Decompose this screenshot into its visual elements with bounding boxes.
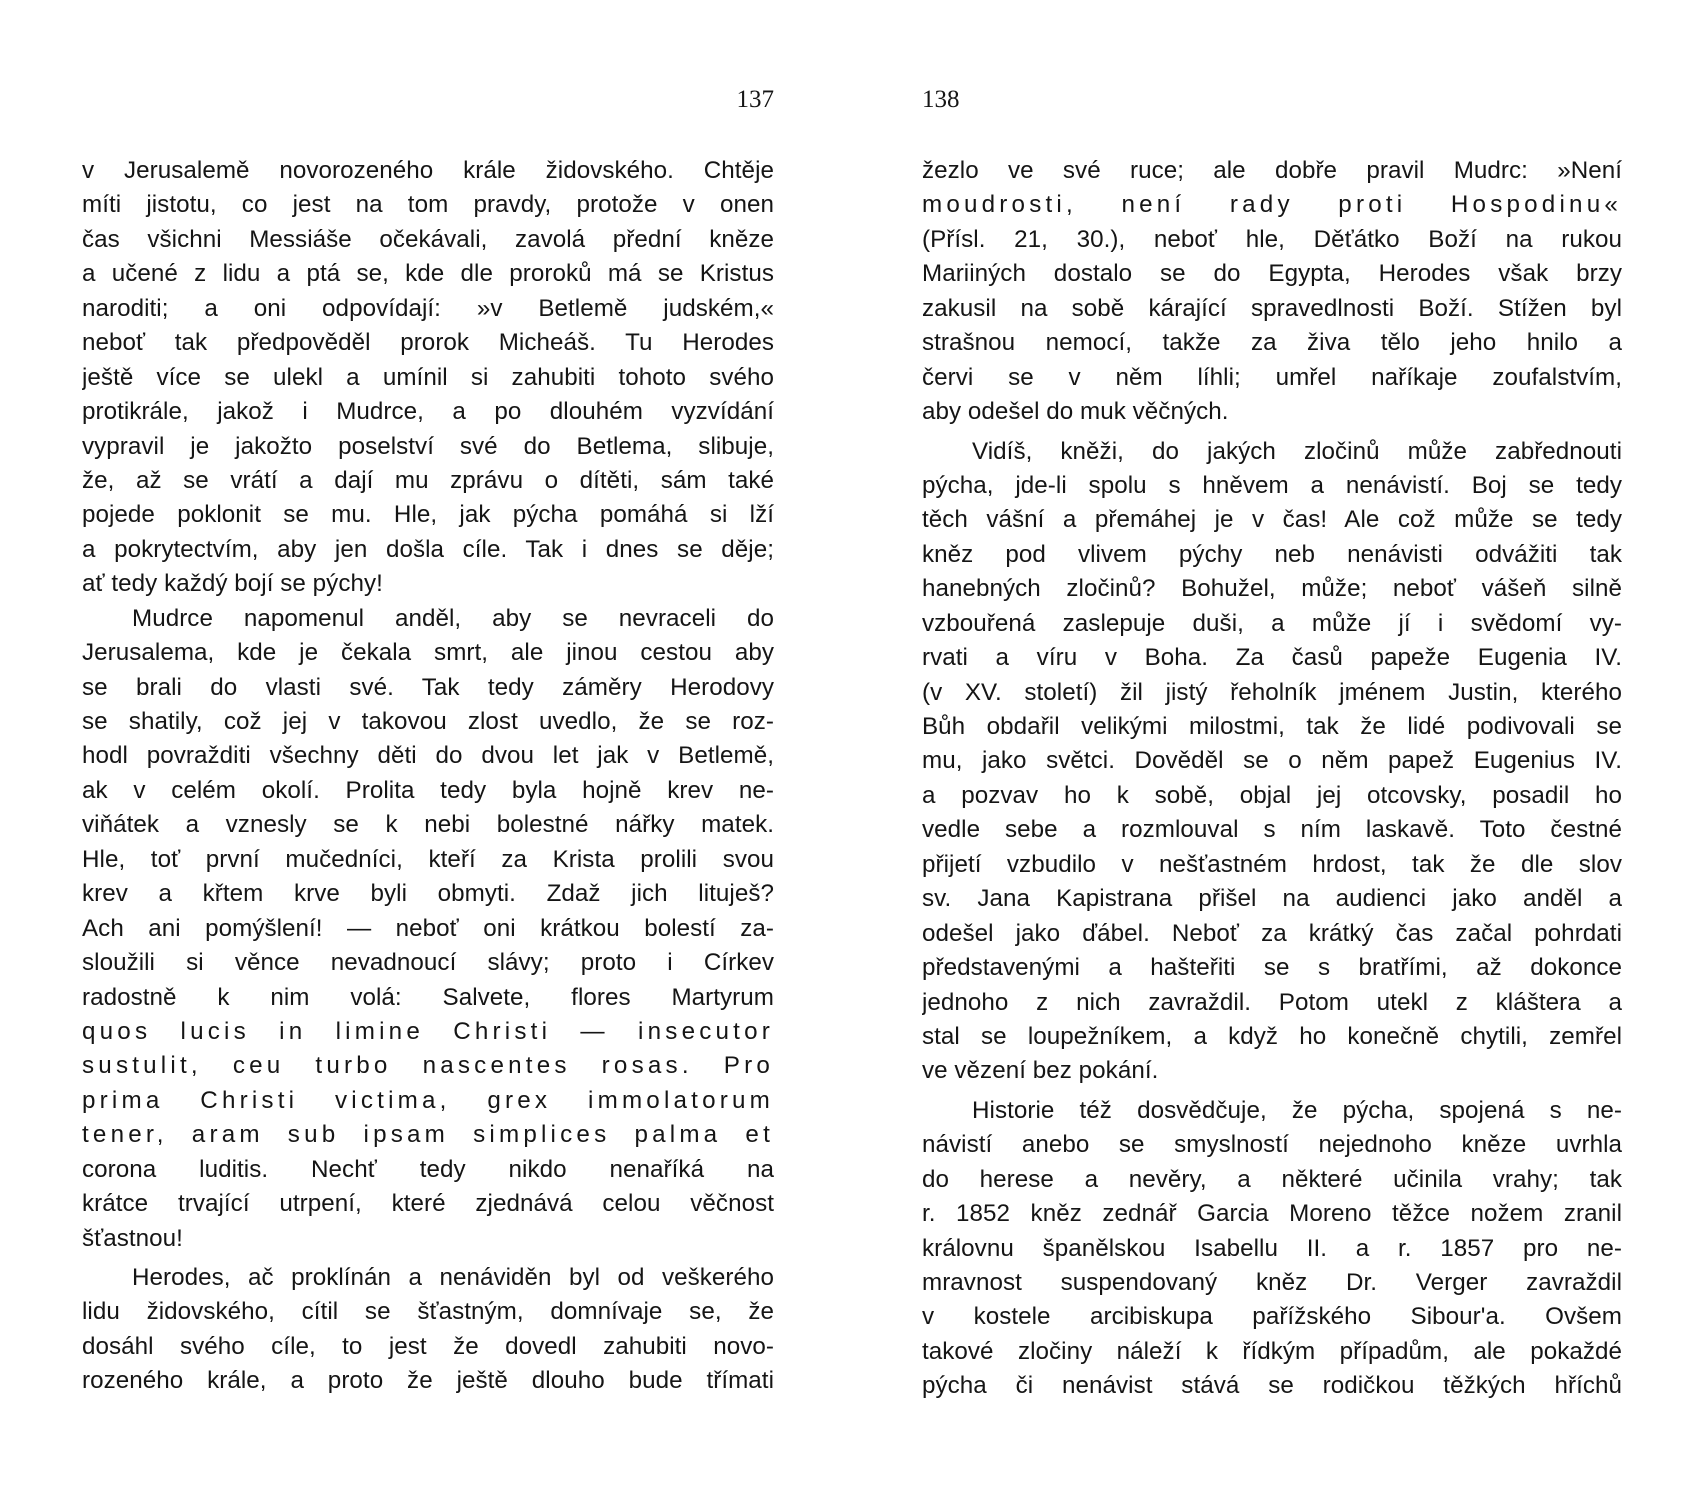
text-line: corona luditis. Nechť tedy nikdo nenaříká na [82,1155,774,1183]
text-line: Historie též dosvědčuje, že pýcha, spojená s ne- [972,1096,1622,1124]
text-line: stal se loupežníkem, a když ho konečně chytili, zemřel [922,1022,1622,1050]
text-line: pýcha či nenávist stává se rodičkou těžkých hříchů [922,1372,1622,1400]
page-138 [922,0,1622,1501]
text-line: v kostele arcibiskupa pařížského Sibour'a. Ovšem [922,1303,1622,1331]
text-line: Herodes, ač proklínán a nenáviděn byl od veškerého [132,1264,774,1291]
page-number: 138 [922,86,960,113]
text-line: Mudrce napomenul anděl, aby se nevraceli do [132,604,774,632]
page-number: 137 [736,86,774,113]
text-line: krátce trvající utrpení, které zjednává celou věčnost [82,1190,774,1218]
text-line: naroditi; a oni odpovídají: »v Betlemě judském,« [82,294,774,322]
text-line: pýcha, jde-li spolu s hněvem a nenávistí. Boj se tedy [922,471,1622,499]
text-line: vzbouřená zaslepuje duši, a může jí i svědomí vy- [922,609,1622,637]
text-line: a učené z lidu a ptá se, kde dle proroků má se Kristus [82,260,774,288]
text-line: Ach ani pomýšlení! — neboť oni krátkou bolestí za- [82,914,774,942]
text-line: prima Christi victima, grex immolatorum [82,1086,774,1114]
text-line: takové zločiny náleží k řídkým případům, ale pokaždé [922,1337,1622,1365]
text-line: šťastnou! [82,1224,183,1252]
text-line: těch vášní a přemáhej je v čas! Ale což může se tedy [922,506,1622,534]
text-line: Mariiných dostalo se do Egypta, Herodes však brzy [922,260,1622,288]
text-line: rvati a víru v Boha. Za časů papeže Eugenia IV. [922,644,1622,672]
text-line: strašnou nemocí, takže za živa tělo jeho hnilo a [922,329,1622,357]
page-text [82,154,774,1399]
text-line: mu, jako světci. Dověděl se o něm papež Eugenius IV. [922,747,1622,775]
text-line: a pokrytectvím, aby jen došla cíle. Tak i dnes se děje; [82,535,774,563]
text-line: zakusil na sobě kárající spravedlnosti Boží. Stížen byl [922,294,1622,322]
text-line: ve vězení bez pokání. [922,1057,1159,1085]
text-line: červi se v něm líhli; umřel naříkaje zoufalstvím, [922,363,1622,391]
text-line: mravnost suspendovaný kněz Dr. Verger zavraždil [922,1269,1622,1296]
text-line: kněz pod vlivem pýchy neb nenávisti odvážiti tak [922,540,1622,568]
text-line: pojede poklonit se mu. Hle, jak pýcha pomáhá si lží [82,501,774,529]
page-text [922,154,1622,1404]
text-line: odešel jako ďábel. Neboť za krátký čas začal pohrdati [922,919,1622,947]
text-line: sloužili si věnce nevadnoucí slávy; proto i Církev [82,949,774,977]
text-line: že, až se vrátí a dají mu zprávu o dítěti, sám také [82,466,774,494]
text-line: ak v celém okolí. Prolita tedy byla hojně krev ne- [82,776,774,804]
text-line: protikrále, jakož i Mudrce, a po dlouhém vyzvídání [82,398,774,426]
text-line: sustulit, ceu turbo nascentes rosas. Pro [82,1052,774,1080]
text-line: sv. Jana Kapistrana přišel na audienci jako anděl a [922,885,1622,913]
text-line: lidu židovského, cítil se šťastným, domnívaje se, že [82,1298,774,1326]
page-137 [82,0,774,1501]
text-line: Jerusalema, kde je čekala smrt, ale jinou cestou aby [82,639,774,667]
text-line: královnu španělskou Isabellu II. a r. 1857 pro ne- [922,1234,1622,1262]
text-line: hodl povražditi všechny děti do dvou let jak v Betlemě, [82,742,774,770]
text-line: moudrosti, není rady proti Hospodinu« [922,191,1622,219]
text-line: tener, aram sub ipsam simplices palma et [82,1121,774,1149]
text-line: radostně k nim volá: Salvete, flores Martyrum [82,983,774,1011]
text-line: vypravil je jakožto poselství své do Betlema, slibuje, [82,432,774,460]
text-line: míti jistotu, co jest na tom pravdy, protože v onen [82,191,774,219]
text-line: vedle sebe a rozmlouval s ním laskavě. Toto čestné [922,816,1622,844]
text-line: čas všichni Messiáše očekávali, zavolá přední kněze [82,225,774,253]
text-line: (Přísl. 21, 30.), neboť hle, Děťátko Boží na rukou [922,225,1622,253]
text-line: se shatily, což jej v takovou zlost uvedlo, že se roz- [82,708,774,735]
text-line: přijetí vzbudilo v nešťastném hrdost, tak že dle slov [922,850,1622,878]
text-line: v Jerusalemě novorozeného krále židovského. Chtěje [82,157,774,184]
text-line: a pozvav ho k sobě, objal jej otcovsky, posadil ho [922,781,1622,809]
text-line: ať tedy každý bojí se pýchy! [82,570,383,598]
text-line: návistí anebo se smyslností nejednoho kněze uvrhla [922,1131,1622,1159]
text-line: Hle, toť první mučedníci, kteří za Krista prolili svou [82,845,774,873]
text-line: viňátek a vznesly se k nebi bolestné nářky matek. [82,811,774,839]
text-line: rozeného krále, a proto že ještě dlouho bude třímati [82,1367,774,1395]
text-line: quos lucis in limine Christi — insecutor [82,1017,774,1045]
text-line: Bůh obdařil velikými milostmi, tak že lidé podivovali se [922,713,1622,740]
text-line: ještě více se ulekl a umínil si zahubiti tohoto svého [82,363,774,391]
text-line: dosáhl svého cíle, to jest že dovedl zahubiti novo- [82,1332,774,1360]
text-line: se brali do vlasti své. Tak tedy záměry Herodovy [82,673,774,701]
text-line: neboť tak předpověděl prorok Micheáš. Tu Herodes [82,329,774,357]
text-line: představenými a hašteřiti se s bratřími, až dokonce [922,954,1622,982]
text-line: aby odešel do muk věčných. [922,398,1229,426]
text-line: žezlo ve své ruce; ale dobře pravil Mudrc: »Není [922,157,1622,184]
text-line: r. 1852 kněz zednář Garcia Moreno těžce nožem zranil [922,1200,1622,1228]
text-line: hanebných zločinů? Bohužel, může; neboť vášeň silně [922,575,1622,603]
text-line: do herese a nevěry, a některé učinila vrahy; tak [922,1165,1622,1193]
text-line: krev a křtem krve byli obmyti. Zdaž jich lituješ? [82,880,774,908]
text-line: jednoho z nich zavraždil. Potom utekl z kláštera a [922,988,1622,1016]
text-line: (v XV. století) žil jistý řeholník jménem Justin, kterého [922,678,1622,706]
text-line: Vidíš, kněži, do jakých zločinů může zabřednouti [972,437,1622,465]
